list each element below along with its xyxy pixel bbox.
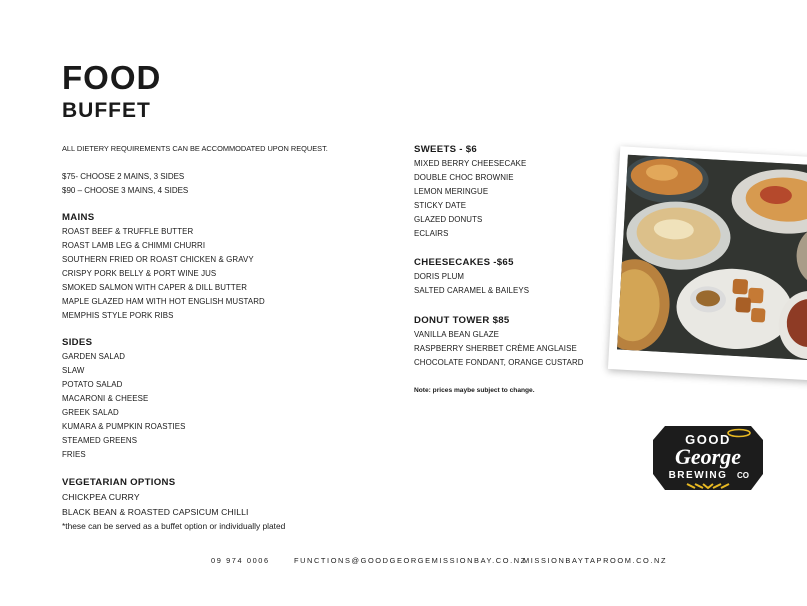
list-item: MACARONI & CHEESE — [62, 394, 149, 403]
footer-website[interactable]: MISSIONBAYTAPROOM.CO.NZ — [523, 556, 668, 565]
sweets-section — [414, 143, 526, 241]
sides-section — [62, 336, 186, 462]
list-item: SALTED CARAMEL & BAILEYS — [414, 286, 530, 295]
price-option: $90 – CHOOSE 3 MAINS, 4 SIDES — [62, 186, 189, 195]
footer-email[interactable]: FUNCTIONS@GOODGEORGEMISSIONBAY.CO.NZ — [294, 556, 527, 565]
logo-line2: George — [675, 444, 741, 469]
list-item: MAPLE GLAZED HAM WITH HOT ENGLISH MUSTARD — [62, 297, 265, 306]
food-photo — [617, 155, 807, 361]
list-item: SMOKED SALMON WITH CAPER & DILL BUTTER — [62, 283, 248, 292]
list-item: MIXED BERRY CHEESECAKE — [414, 159, 527, 168]
logo-line1: GOOD — [685, 432, 731, 447]
list-item: DORIS PLUM — [414, 272, 465, 281]
logo-line3: BREWING — [668, 470, 728, 481]
food-photo-illustration — [617, 155, 807, 361]
page-subtitle: BUFFET — [62, 99, 151, 122]
dietary-note: ALL DIETERY REQUIREMENTS CAN BE ACCOMMODATED UPON REQUEST. — [62, 144, 328, 153]
list-item: MEMPHIS STYLE PORK RIBS — [62, 311, 174, 320]
footer-phone[interactable]: 09 974 0006 — [211, 556, 270, 565]
list-item: ECLAIRS — [414, 229, 449, 238]
list-item: SLAW — [62, 366, 85, 375]
list-item: GARDEN SALAD — [62, 352, 126, 361]
list-item: RASPBERRY SHERBET CRÈME ANGLAISE — [414, 344, 577, 353]
list-item: GLAZED DONUTS — [414, 215, 483, 224]
page-title: FOOD — [62, 59, 162, 96]
list-item: KUMARA & PUMPKIN ROASTIES — [62, 422, 186, 431]
vegetarian-heading: VEGETARIAN OPTIONS — [62, 477, 176, 488]
list-item: DOUBLE CHOC BROWNIE — [414, 173, 514, 182]
cheesecakes-heading: CHEESECAKES -$65 — [414, 257, 514, 268]
good-george-logo — [651, 420, 765, 498]
list-item: SOUTHERN FRIED OR ROAST CHICKEN & GRAVY — [62, 255, 254, 264]
list-item: FRIES — [62, 450, 86, 459]
donut-tower-section — [414, 314, 584, 370]
list-item: VANILLA BEAN GLAZE — [414, 330, 499, 339]
list-item: STICKY DATE — [414, 201, 467, 210]
mains-section — [62, 211, 265, 323]
sides-heading: SIDES — [62, 337, 93, 348]
list-item: CRISPY PORK BELLY & PORT WINE JUS — [62, 269, 217, 278]
mains-heading: MAINS — [62, 212, 95, 223]
logo-line4: CO — [737, 471, 749, 480]
vegetarian-section — [62, 476, 285, 533]
vegetarian-note: *these can be served as a buffet option or individually plated — [62, 521, 286, 531]
sweets-heading: SWEETS - $6 — [414, 144, 478, 155]
list-item: POTATO SALAD — [62, 380, 123, 389]
list-item: ROAST BEEF & TRUFFLE BUTTER — [62, 227, 194, 236]
list-item: STEAMED GREENS — [62, 436, 138, 445]
price-option: $75- CHOOSE 2 MAINS, 3 SIDES — [62, 172, 185, 181]
cheesecakes-section — [414, 256, 529, 298]
list-item: GREEK SALAD — [62, 408, 119, 417]
logo-badge — [651, 420, 765, 498]
list-item: ROAST LAMB LEG & CHIMMI CHURRI — [62, 241, 206, 250]
price-change-note: Note: prices maybe subject to change. — [414, 387, 535, 394]
list-item: CHOCOLATE FONDANT, ORANGE CUSTARD — [414, 358, 584, 367]
food-photo-frame — [608, 146, 807, 380]
donut-tower-heading: DONUT TOWER $85 — [414, 315, 510, 326]
list-item: BLACK BEAN & ROASTED CAPSICUM CHILLI — [62, 506, 249, 517]
list-item: LEMON MERINGUE — [414, 187, 489, 196]
price-options — [62, 170, 188, 198]
list-item: CHICKPEA CURRY — [62, 492, 140, 502]
